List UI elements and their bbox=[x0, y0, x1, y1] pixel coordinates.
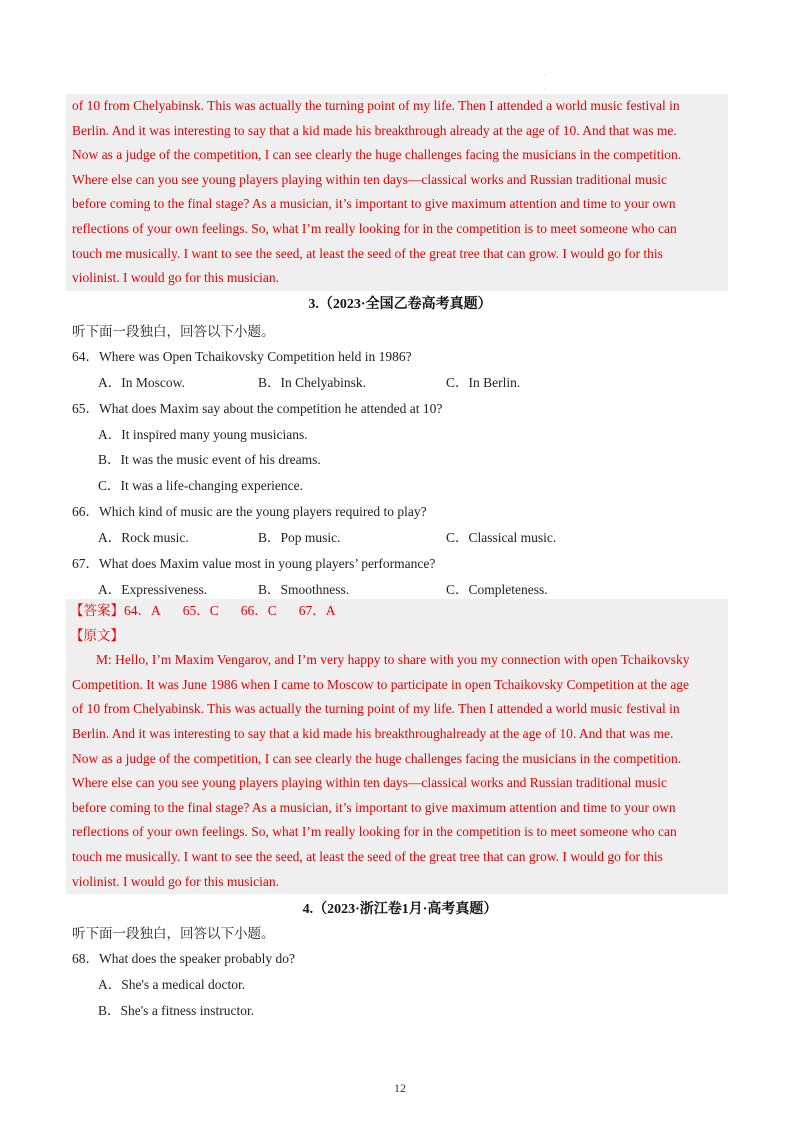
original-label: 【原文】 bbox=[70, 627, 124, 643]
transcript-line: M: Hello, I’m Maxim Vengarov, and I’m very happy to share with you my connection with open Tchaikovsky bbox=[96, 652, 690, 668]
transcript-line: of 10 from Chelyabinsk. This was actually the turning point of my life. Then I attended a world music festival in bbox=[72, 701, 680, 717]
answer-line bbox=[66, 599, 728, 624]
transcript-line: of 10 from Chelyabinsk. This was actually the turning point of my life. Then I attended a world music festival in bbox=[72, 98, 680, 113]
page-number: 12 bbox=[394, 1081, 406, 1095]
answer-item: 65．C bbox=[182, 603, 219, 618]
option-b: B．She's a fitness instructor. bbox=[98, 1003, 255, 1018]
question-stem: 67．What does Maxim value most in young players’ performance? bbox=[72, 556, 436, 571]
transcript-line: Now as a judge of the competition, I can see clearly the huge challenges facing the musicians in the competition. bbox=[72, 147, 682, 163]
option-c: C．In Berlin. bbox=[446, 375, 521, 390]
transcript-line: touch me musically. I want to see the seed, at least the seed of the great tree that can grow. I would go for this bbox=[72, 848, 663, 864]
section-heading: 3.（2023·全国乙卷高考真题） bbox=[308, 297, 492, 312]
answer-item: 66．C bbox=[240, 603, 277, 618]
option-a: A．Expressiveness. bbox=[98, 582, 208, 597]
transcript-line: Now as a judge of the competition, I can see clearly the huge challenges facing the musicians in the competition. bbox=[72, 750, 682, 766]
instruction-text: 听下面一段独白，回答以下小题。 bbox=[72, 324, 275, 339]
option-b: B．In Chelyabinsk. bbox=[258, 375, 366, 390]
scan-mark: · bbox=[543, 85, 546, 94]
transcript-line: before coming to the final stage? As a musician, it’s important to give maximum attention and time to your own bbox=[72, 196, 676, 212]
answer-block bbox=[66, 599, 728, 894]
transcript-line: Competition. It was June 1986 when I came to Moscow to participate in open Tchaikovsky Competition at the age bbox=[72, 676, 690, 692]
option-c: C．It was a life-changing experience. bbox=[98, 478, 304, 493]
transcript-line: Where else can you see young players playing within ten days—classical works and Russian traditional music bbox=[72, 775, 667, 791]
transcript-line: Berlin. And it was interesting to say that a kid made his breakthrough already at the age of 10. And that was me. bbox=[72, 122, 677, 138]
instruction-text: 听下面一段独白，回答以下小题。 bbox=[72, 926, 275, 941]
option-b: B．Smoothness. bbox=[258, 582, 350, 597]
transcript-line: before coming to the final stage? As a musician, it’s important to give maximum attention and time to your own bbox=[72, 799, 676, 815]
answer-item: 67．A bbox=[298, 603, 336, 618]
question-stem: 65．What does Maxim say about the competition he attended at 10? bbox=[72, 401, 443, 416]
option-a: A．In Moscow. bbox=[98, 375, 185, 390]
option-a: A．She's a medical doctor. bbox=[98, 977, 246, 992]
option-b: B．Pop music. bbox=[258, 530, 341, 545]
question-stem: 64．Where was Open Tchaikovsky Competition held in 1986? bbox=[72, 349, 412, 364]
transcript-line: touch me musically. I want to see the seed, at least the seed of the great tree that can grow. I would go for this bbox=[72, 245, 663, 261]
option-a: A．It inspired many young musicians. bbox=[98, 427, 308, 442]
question-stem: 68．What does the speaker probably do? bbox=[72, 951, 296, 966]
scan-mark: · bbox=[543, 71, 546, 80]
transcript-line: violinist. I would go for this musician. bbox=[72, 873, 279, 889]
section-heading: 4.（2023·浙江卷1月·高考真题） bbox=[302, 902, 498, 917]
question-stem: 66．Which kind of music are the young players required to play? bbox=[72, 504, 427, 519]
transcript-line: violinist. I would go for this musician. bbox=[72, 270, 279, 286]
option-b: B．It was the music event of his dreams. bbox=[98, 452, 321, 467]
option-a: A．Rock music. bbox=[98, 530, 189, 545]
option-c: C．Completeness. bbox=[446, 582, 548, 597]
transcript-continuation bbox=[66, 94, 728, 291]
transcript-line: reflections of your own feelings. So, what I’m really looking for in the competition is to meet someone who can bbox=[72, 220, 677, 236]
transcript-line: reflections of your own feelings. So, what I’m really looking for in the competition is to meet someone who can bbox=[72, 824, 677, 840]
option-c: C．Classical music. bbox=[446, 530, 557, 545]
transcript-line: Berlin. And it was interesting to say that a kid made his breakthroughalready at the age of 10. And that was me. bbox=[72, 725, 674, 741]
answer-label: 【答案】 bbox=[70, 603, 124, 618]
answer-item: 64．A bbox=[124, 603, 161, 618]
transcript-line: Where else can you see young players playing within ten days—classical works and Russian traditional music bbox=[72, 171, 667, 187]
